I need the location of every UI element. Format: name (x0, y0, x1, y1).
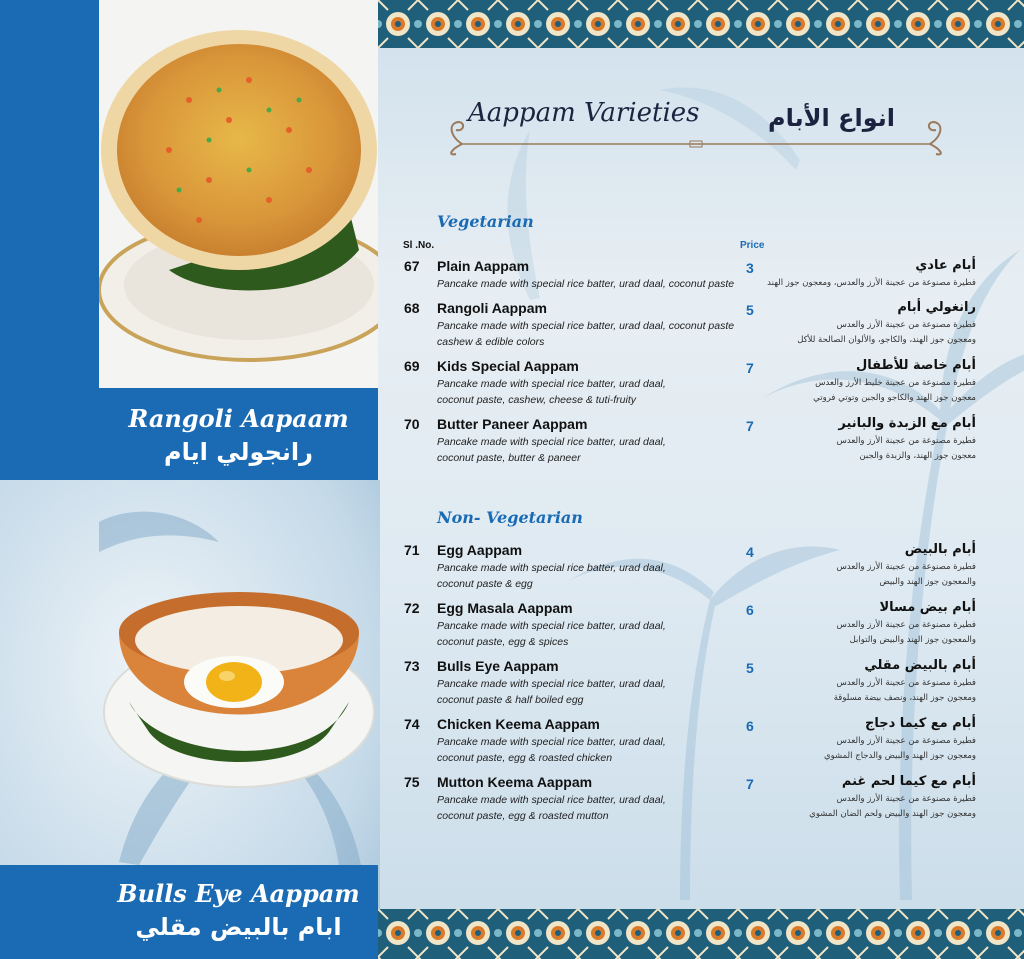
menu-item (400, 774, 1020, 830)
item-name-arabic: أبام عادي (915, 258, 976, 273)
item-name: Mutton Keema Aappam (437, 774, 593, 790)
section-title-non-vegetarian: Non- Vegetarian (437, 508, 583, 527)
menu-item (400, 542, 1020, 598)
item-price: 6 (746, 602, 754, 618)
item-description: Pancake made with special rice batter, urad daal, coconut paste, egg & roasted chicken (437, 736, 666, 764)
bulls-eye-caption-arabic: ابام بالبيض مقلي (135, 913, 342, 941)
item-description: Pancake made with special rice batter, urad daal, coconut paste & egg (437, 562, 666, 590)
sl-no-header: Sl .No. (403, 240, 435, 251)
ornamental-border-top (378, 0, 1024, 48)
title-ornament-rule (440, 116, 952, 156)
menu-item (400, 358, 1020, 414)
item-name: Butter Paneer Aappam (437, 416, 588, 432)
item-name: Plain Aappam (437, 258, 530, 274)
item-name: Bulls Eye Aappam (437, 658, 559, 674)
item-price: 7 (746, 418, 754, 434)
item-number: 70 (404, 416, 420, 432)
item-description-arabic: فطيرة مصنوعة من عجينة الأرز والعدس، ومعجون جوز الهند (767, 278, 976, 288)
item-name: Chicken Keema Aappam (437, 716, 600, 732)
item-description: Pancake made with special rice batter, urad daal, coconut paste, cashew, cheese & tuti-fruity (437, 378, 666, 406)
page-title-english: Aappam Varieties (468, 98, 700, 128)
item-name: Kids Special Aappam (437, 358, 579, 374)
rangoli-aappam-photo (99, 0, 378, 388)
item-name-arabic: أبام بالبيض (904, 542, 976, 557)
menu-item (400, 716, 1020, 772)
menu-item (400, 300, 1020, 356)
bulls-eye-caption (99, 865, 378, 959)
item-number: 68 (404, 300, 420, 316)
item-price: 7 (746, 360, 754, 376)
item-description-arabic: فطيرة مصنوعة من عجينة الأرز والعدس ومعجون جوز الهند والبيض والدجاج المشوي (824, 736, 976, 761)
page-title-arabic: انواع الأبام (768, 104, 895, 132)
item-description: Pancake made with special rice batter, urad daal, coconut paste, egg & spices (437, 620, 666, 648)
item-description: Pancake made with special rice batter, urad daal, coconut paste & half boiled egg (437, 678, 666, 706)
item-description: Pancake made with special rice batter, urad daal, coconut paste, egg & roasted mutton (437, 794, 666, 822)
item-price: 7 (746, 776, 754, 792)
item-name: Egg Aappam (437, 542, 523, 558)
item-price: 3 (746, 260, 754, 276)
bulls-eye-caption-english: Bulls Eye Aappam (117, 879, 360, 908)
item-price: 5 (746, 660, 754, 676)
item-description: Pancake made with special rice batter, urad daal, coconut paste, butter & paneer (437, 436, 666, 464)
item-description-arabic: فطيرة مصنوعة من عجينة خليط الأرز والعدس معجون جوز الهند والكاجو والجبن وتوتي فروتي (813, 378, 976, 403)
item-number: 71 (404, 542, 420, 558)
section-title-vegetarian: Vegetarian (437, 212, 534, 231)
item-name-arabic: أبام مع الزبدة والبانير (838, 416, 976, 431)
item-name-arabic: أبام خاصة للأطفال (855, 358, 976, 373)
item-description-arabic: فطيرة مصنوعة من عجينة الأرز والعدس والمعجون جوز الهند والبيض (836, 562, 976, 587)
rangoli-caption-english: Rangoli Aapaam (128, 404, 349, 433)
rangoli-caption-box (99, 388, 378, 480)
rangoli-caption-arabic: رانجولي ايام (164, 438, 313, 466)
item-name-arabic: أبام مع كيما لحم غنم (841, 774, 976, 789)
item-description-arabic: فطيرة مصنوعة من عجينة الأرز والعدس ومعجون جوز الهند، والكاجو، والألوان الصالحة للأكل (797, 320, 976, 345)
item-number: 69 (404, 358, 420, 374)
item-price: 4 (746, 544, 754, 560)
item-description-arabic: فطيرة مصنوعة من عجينة الأرز والعدس ومعجون جوز الهند، ونصف بيضة مسلوقة (833, 678, 976, 703)
item-description-arabic: فطيرة مصنوعة من عجينة الأرز والعدس معجون جوز الهند، والزبدة والجبن (836, 436, 976, 461)
item-number: 72 (404, 600, 420, 616)
menu-item (400, 416, 1020, 472)
item-name-arabic: أبام مع كيما دجاج (864, 716, 976, 731)
item-name-arabic: أبام بيض مسالا (879, 600, 976, 615)
bulls-eye-aappam-photo (99, 482, 378, 865)
item-number: 73 (404, 658, 420, 674)
item-number: 75 (404, 774, 420, 790)
menu-item (400, 658, 1020, 714)
item-number: 74 (404, 716, 420, 732)
left-blue-strip (0, 0, 99, 480)
ornamental-border-bottom (378, 909, 1024, 959)
item-name-arabic: أبام بالبيض مقلي (864, 658, 976, 673)
item-name: Rangoli Aappam (437, 300, 547, 316)
item-name-arabic: رانغولي أبام (897, 300, 976, 315)
item-price: 6 (746, 718, 754, 734)
price-header: Price (740, 240, 765, 251)
menu-item (400, 600, 1020, 656)
item-description-arabic: فطيرة مصنوعة من عجينة الأرز والعدس ومعجون جوز الهند والبيض ولحم الضان المشوي (809, 794, 976, 819)
item-price: 5 (746, 302, 754, 318)
item-description: Pancake made with special rice batter, urad daal, coconut paste cashew & edible colors (437, 320, 735, 348)
item-description: Pancake made with special rice batter, urad daal, coconut paste (437, 278, 735, 290)
item-number: 67 (404, 258, 420, 274)
item-description-arabic: فطيرة مصنوعة من عجينة الأرز والعدس والمعجون جوز الهند والبيض والتوابل (836, 620, 976, 645)
item-name: Egg Masala Aappam (437, 600, 573, 616)
